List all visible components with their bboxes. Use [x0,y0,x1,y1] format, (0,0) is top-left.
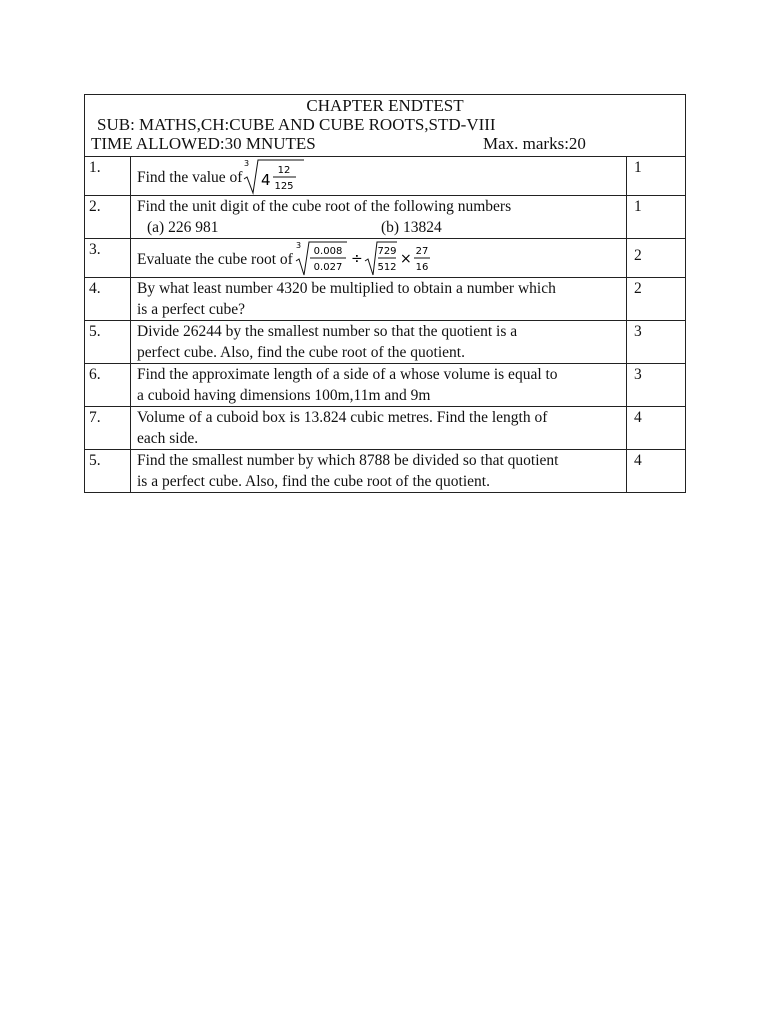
test-title: CHAPTER ENDTEST [306,96,464,115]
question-text-line: is a perfect cube. Also, find the cube root of the quotient. [137,473,490,490]
question-row [85,157,686,196]
fraction-denominator: 512 [377,262,397,273]
question-marks: 2 [627,278,686,321]
question-number: 6. [85,364,131,407]
question-text-cell [131,196,627,239]
part-a: (a) 226 981 [147,219,219,236]
question-row [85,321,686,364]
question-text-line: Divide 26244 by the smallest number so that the quotient is a [137,323,518,340]
root-index: 3 [244,159,250,168]
question-row [85,239,686,278]
question-marks: 2 [627,239,686,278]
part-b: (b) 13824 [381,219,442,236]
question-number: 2. [85,196,131,239]
fraction-denominator: 16 [415,262,429,273]
test-paper-table [84,94,686,493]
header-row [85,95,686,157]
subject-line: SUB: MATHS,CH:CUBE AND CUBE ROOTS,STD-VIII [97,115,496,134]
question-text-cell [131,450,627,493]
max-marks: Max. marks:20 [483,134,586,153]
question-text-cell [131,364,627,407]
header-cell [85,95,686,157]
question-marks: 1 [627,196,686,239]
question-text-line: Volume of a cuboid box is 13.824 cubic metres. Find the length of [137,409,548,426]
cube-root-mixed-fraction [242,157,306,195]
question-row [85,196,686,239]
question-row [85,450,686,493]
fraction-numerator: 12 [278,165,291,176]
multiply-sign: × [399,251,412,267]
question-number: 5. [85,450,131,493]
question-text-line: each side. [137,430,199,447]
question-text-cell [131,157,627,196]
question-marks: 1 [627,157,686,196]
question-marks: 3 [627,364,686,407]
question-number: 3. [85,239,131,278]
time-allowed: TIME ALLOWED:30 MNUTES [91,134,316,153]
root-index: 3 [295,241,301,250]
fraction-numerator: 0.008 [313,246,343,257]
question-marks: 4 [627,407,686,450]
question-text: Evaluate the cube root of [137,251,293,268]
cube-root-expression [293,239,443,277]
fraction-denominator: 125 [274,181,295,192]
whole-number: 4 [261,171,272,189]
question-text-line: a cuboid having dimensions 100m,11m and 9m [137,387,431,404]
question-text-line: By what least number 4320 be multiplied to obtain a number which [137,280,556,297]
question-row [85,278,686,321]
question-text: Find the unit digit of the cube root of the following numbers [137,198,512,215]
question-row [85,407,686,450]
question-text-cell [131,278,627,321]
question-text-line: is a perfect cube? [137,301,246,318]
question-row [85,364,686,407]
question-number: 4. [85,278,131,321]
question-text-line: Find the smallest number by which 8788 be divided so that quotient [137,452,559,469]
divide-sign: ÷ [350,251,363,267]
fraction-denominator: 0.027 [313,262,343,273]
fraction-numerator: 729 [377,246,397,257]
question-number: 7. [85,407,131,450]
time-marks-line [91,134,679,154]
question-text-cell [131,239,627,278]
question-number: 5. [85,321,131,364]
question-marks: 4 [627,450,686,493]
question-text-cell [131,407,627,450]
fraction-numerator: 27 [415,246,429,257]
question-text-line: Find the approximate length of a side of a whose volume is equal to [137,366,558,383]
question-text: Find the value of [137,169,243,186]
question-number: 1. [85,157,131,196]
question-marks: 3 [627,321,686,364]
question-text-line: perfect cube. Also, find the cube root of the quotient. [137,344,465,361]
question-text-cell [131,321,627,364]
